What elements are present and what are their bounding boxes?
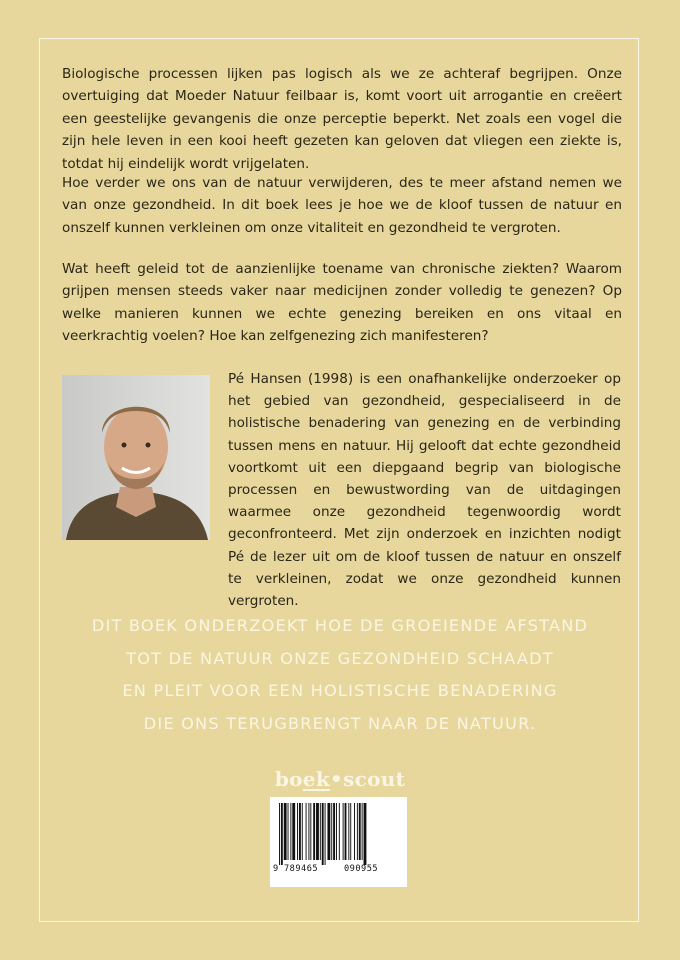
barcode-bar	[284, 803, 287, 860]
barcode-bar	[292, 803, 295, 860]
author-portrait-photo	[62, 375, 210, 540]
tagline	[40, 610, 640, 740]
barcode-bar	[336, 803, 337, 860]
barcode-bar	[333, 803, 335, 860]
barcode-bar	[327, 803, 330, 860]
barcode-bar	[359, 803, 361, 860]
barcode-bar	[299, 803, 301, 860]
tagline-line-1: DIT BOEK ONDERZOEKT HOE DE GROEIENDE AFSTAND	[91, 616, 589, 635]
logo-part-2: ek	[302, 767, 330, 791]
logo-separator: •	[329, 767, 344, 791]
barcode	[277, 803, 400, 865]
publisher-logo	[272, 767, 408, 791]
tagline-line-2: TOT DE NATUUR ONZE GEZONDHEID SCHAADT	[126, 648, 554, 668]
tagline-line-4: DIE ONS TERUGBRENGT NAAR DE NATUUR.	[143, 713, 537, 733]
isbn-first-digit: 9	[273, 864, 279, 874]
barcode-bar	[279, 803, 280, 865]
author-photo	[62, 375, 210, 540]
barcode-bar	[345, 803, 347, 860]
intro-paragraph-2: Hoe verder we ons van de natuur verwijderen, des te meer afstand nemen we van onze gezondheid. In dit boek lees je hoe we de kloof tussen de natuur en onszelf kunnen verkleinen om onze vitaliteit en gezondheid te vergroten.	[62, 175, 622, 236]
barcode-bar	[310, 803, 311, 860]
logo-part-3: scout	[343, 767, 406, 791]
barcode-bar	[313, 803, 315, 860]
tagline-line-3: EN PLEIT VOOR EEN HOLISTISCHE BENADERING	[122, 681, 558, 700]
barcode-bar	[364, 803, 367, 865]
isbn-right-group: 090955	[344, 864, 379, 874]
barcode-bar	[362, 803, 363, 860]
barcode-bar	[354, 803, 355, 860]
barcode-bar	[316, 803, 319, 860]
barcode-box	[270, 797, 407, 887]
barcode-bar	[322, 803, 324, 865]
barcode-bar	[302, 803, 303, 860]
isbn-left-group: 789465	[284, 864, 319, 874]
barcode-bar	[308, 803, 309, 860]
intro-paragraph-1: Biologische processen lijken pas logisch als we ze achteraf begrijpen. Onze overtuiging dat Moeder Natuur feilbaar is, komt voort uit arrogantie en creëert een geestelijke gevangenis die onze perceptie beperkt. Net zoals een vogel die zijn hele leven in een kooi heeft gezeten kan geloven dat vliegen een ziekte is, totdat hij eindelijk wordt vrijgelaten.	[62, 66, 622, 172]
barcode-bar	[297, 803, 298, 860]
barcode-bar	[348, 803, 349, 860]
barcode-bar	[320, 803, 321, 860]
barcode-bar	[290, 803, 291, 860]
logo-part-1: bo	[274, 767, 303, 791]
barcode-bar	[343, 803, 344, 860]
barcode-bar	[339, 803, 340, 860]
barcode-bar	[357, 803, 358, 860]
barcode-bar	[288, 803, 289, 860]
author-bio: Pé Hansen (1998) is een onafhankelijke onderzoeker op het gebied van gezondheid, gespecialiseerd in de holistische benadering van genezing en de verbinding tussen mens en natuur. Hij gelooft dat echte gezondheid voortkomt uit een diepgaand begrip van biologische processen en bewustwording van de uitdagingen waarmee onze gezondheid tegenwoordig wordt geconfronteerd. Met zijn onderzoek en inzichten nodigt Pé de lezer uit om de kloof tussen de natuur en onszelf te verkleinen, zodat we onze gezondheid kunnen vergroten.	[228, 371, 621, 610]
barcode-bar	[281, 803, 283, 865]
barcode-bar	[331, 803, 332, 860]
intro-paragraph-3: Wat heeft geleid tot de aanzienlijke toename van chronische ziekten? Waarom grijpen mensen steeds vaker naar medicijnen zonder volledig te genezen? Op welke manieren kunnen we echte genezing bereiken en ons vitaal en veerkrachtig voelen? Hoe kan zelfgenezing zich manifesteren?	[62, 261, 622, 345]
barcode-bar	[350, 803, 351, 860]
barcode-bar	[325, 803, 326, 865]
barcode-bar	[306, 803, 307, 860]
